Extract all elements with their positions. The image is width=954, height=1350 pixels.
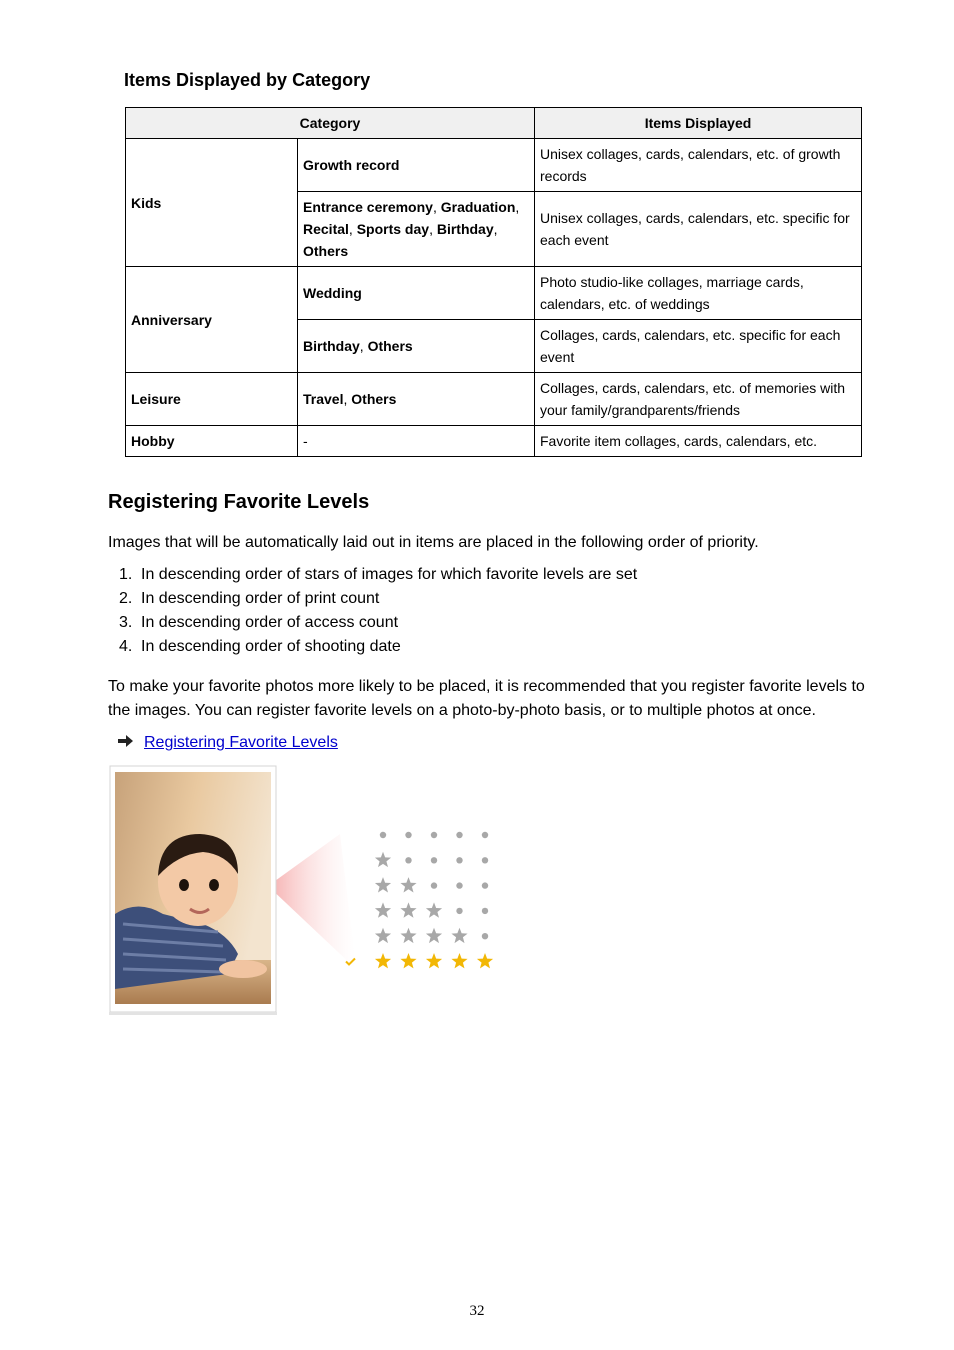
subcategory-anniversary-other: Birthday, Others <box>298 320 535 373</box>
arrow-right-icon <box>118 731 134 755</box>
category-hobby: Hobby <box>126 426 298 457</box>
star-icon <box>375 953 391 968</box>
empty-dot-icon <box>482 933 488 939</box>
empty-dot-icon <box>431 857 437 863</box>
star-icon <box>451 928 467 943</box>
table-row <box>126 139 862 192</box>
items-leisure: Collages, cards, calendars, etc. of memories with your family/grandparents/friends <box>535 373 862 426</box>
header-items-displayed: Items Displayed <box>535 108 862 139</box>
empty-dot-icon <box>431 882 437 888</box>
page-number: 32 <box>469 1303 485 1319</box>
table-row <box>126 267 862 320</box>
empty-dot-icon <box>456 857 462 863</box>
empty-dot-icon <box>482 857 488 863</box>
empty-dot-icon <box>482 908 488 914</box>
priority-list <box>108 563 637 659</box>
star-icon <box>375 928 391 943</box>
checkmark-icon <box>346 959 355 965</box>
empty-dot-icon <box>405 857 411 863</box>
star-icon <box>400 928 416 943</box>
star-icon <box>426 928 442 943</box>
items-hobby: Favorite item collages, cards, calendars, etc. <box>535 426 862 457</box>
empty-dot-icon <box>431 832 437 838</box>
category-kids: Kids <box>126 139 298 267</box>
list-item: 4. In descending order of shooting date <box>119 638 401 655</box>
subcategory-hobby: - <box>298 426 535 457</box>
table-row <box>126 426 862 457</box>
star-icon <box>400 902 416 917</box>
section-title: Items Displayed by Category <box>124 70 371 90</box>
star-icon <box>375 902 391 917</box>
star-icon <box>375 877 391 892</box>
subcategory-growth-record: Growth record <box>298 139 535 192</box>
empty-dot-icon <box>405 832 411 838</box>
category-table <box>125 107 862 457</box>
category-anniversary: Anniversary <box>126 267 298 373</box>
star-icon <box>400 953 416 968</box>
star-icon <box>375 852 391 867</box>
list-item: 1. In descending order of stars of images for which favorite levels are set <box>119 566 638 583</box>
star-icon <box>451 953 467 968</box>
empty-dot-icon <box>380 832 386 838</box>
related-link-row <box>118 731 338 755</box>
subcategory-leisure: Travel, Others <box>298 373 535 426</box>
recommend-paragraph: To make your favorite photos more likely to be placed, it is recommended that you register favorite levels to the images. You can register favorite levels on a photo-by-photo basis, or to multiple photos at once. <box>108 678 865 719</box>
items-wedding: Photo studio-like collages, marriage cards, calendars, etc. of weddings <box>535 267 862 320</box>
subcategory-events: Entrance ceremony, Graduation, Recital, Sports day, Birthday, Others <box>298 192 535 267</box>
header-category: Category <box>126 108 535 139</box>
star-icon <box>477 953 493 968</box>
sub-entrance-ceremony: Entrance ceremony <box>303 199 433 215</box>
heading-registering-favorite-levels: Registering Favorite Levels <box>108 491 370 513</box>
favorite-levels-illustration <box>108 764 508 1016</box>
sub-others: Others <box>303 243 349 259</box>
sub-birthday: Birthday <box>303 338 360 354</box>
items-growth-record: Unisex collages, cards, calendars, etc. of growth records <box>535 139 862 192</box>
star-icon <box>400 877 416 892</box>
empty-dot-icon <box>456 908 462 914</box>
list-item: 3. In descending order of access count <box>119 614 399 631</box>
star-rating-grid <box>108 764 508 1016</box>
intro-paragraph: Images that will be automatically laid out in items are placed in the following order of priority. <box>108 534 759 551</box>
sub-sports-day: Sports day <box>356 221 430 237</box>
sub-others: Others <box>351 391 397 407</box>
empty-dot-icon <box>456 832 462 838</box>
items-anniversary-other: Collages, cards, calendars, etc. specific for each event <box>535 320 862 373</box>
list-item: 2. In descending order of print count <box>119 590 380 607</box>
subcategory-wedding: Wedding <box>298 267 535 320</box>
sub-graduation: Graduation <box>440 199 516 215</box>
empty-dot-icon <box>482 832 488 838</box>
empty-dot-icon <box>456 882 462 888</box>
star-icon <box>426 902 442 917</box>
table-row <box>126 373 862 426</box>
sub-others: Others <box>367 338 413 354</box>
sub-birthday: Birthday <box>436 221 494 237</box>
table-header-row <box>126 108 862 139</box>
category-leisure: Leisure <box>126 373 298 426</box>
empty-dot-icon <box>482 882 488 888</box>
sub-recital: Recital <box>303 221 349 237</box>
registering-favorite-levels-link[interactable]: Registering Favorite Levels <box>144 734 338 751</box>
sub-travel: Travel <box>303 391 344 407</box>
items-events: Unisex collages, cards, calendars, etc. specific for each event <box>535 192 862 267</box>
star-icon <box>426 953 442 968</box>
